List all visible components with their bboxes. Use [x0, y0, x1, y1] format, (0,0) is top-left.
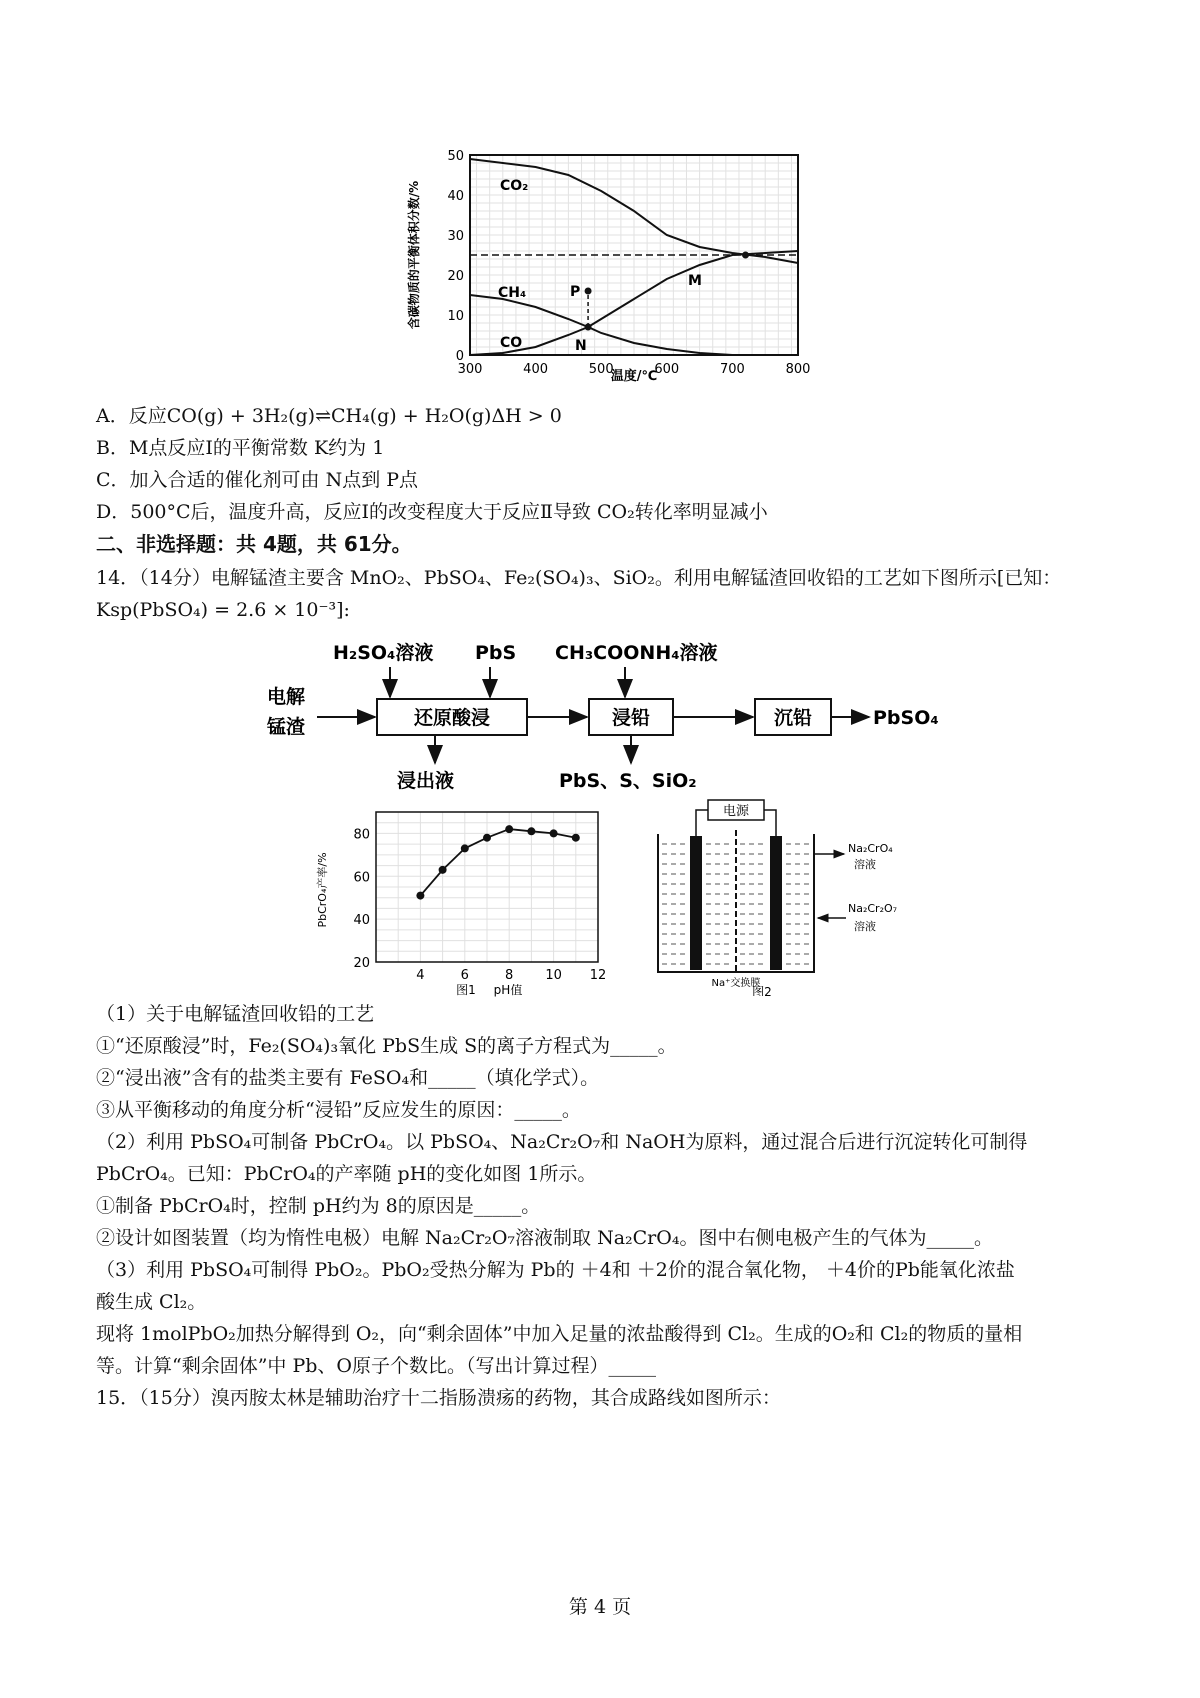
fig2-caption: 图2 — [752, 985, 772, 996]
step-label-lead-precip: 沉铅 — [773, 707, 813, 729]
q14-part3-4: 等。计算“剩余固体”中 Pb、O原子个数比。（写出计算过程）_____ — [96, 1355, 656, 1377]
right-electrode — [770, 836, 782, 970]
fig1-x-tick: 6 — [460, 968, 469, 983]
point-label-m: M — [688, 273, 702, 289]
point-marker — [585, 324, 592, 331]
step-label-reduction-leach: 还原酸浸 — [413, 707, 491, 729]
fig1-data-point — [416, 892, 424, 900]
membrane-label: Na⁺交换膜 — [711, 978, 761, 989]
equilibrium-chart — [400, 130, 820, 390]
fig1-x-tick: 8 — [505, 968, 514, 983]
point-label-p: P — [570, 284, 581, 300]
y-tick-label: 40 — [447, 189, 464, 204]
input-label-2: 锰渣 — [267, 716, 306, 738]
fig1-caption: 图1 — [456, 983, 476, 997]
series-label-co2: CO₂ — [500, 178, 529, 194]
fig1-data-point — [550, 829, 558, 837]
page-number: 第 4 页 — [568, 1596, 632, 1618]
q14-part1-a: ①“还原酸浸”时，Fe₂(SO₄)₃氧化 PbS生成 S的离子方程式为_____。 — [96, 1035, 677, 1057]
x-tick-label: 700 — [719, 362, 745, 377]
y-tick-label: 20 — [447, 269, 464, 284]
fig1-x-tick: 10 — [545, 968, 562, 983]
option-d: D．500°C后，温度升高，反应Ⅰ的改变程度大于反应Ⅱ导致 CO₂转化率明显减小 — [96, 501, 768, 523]
fig1-yield-chart — [312, 800, 612, 1000]
series-label-ch4: CH₄ — [498, 285, 527, 301]
fig1-y-tick: 40 — [353, 913, 370, 929]
fig1-data-point — [439, 866, 447, 874]
fig1-yield-line — [420, 829, 575, 896]
fig2-electrolysis-cell — [650, 796, 950, 996]
y-tick-label: 50 — [447, 149, 464, 164]
fig1-y-tick: 80 — [353, 827, 370, 843]
fig1-data-point — [461, 844, 469, 852]
option-b: B．M点反应Ⅰ的平衡常数 K约为 1 — [96, 437, 385, 459]
option-a: A．反应CO(g) + 3H₂(g)⇌CH₄(g) + H₂O(g)ΔH > 0 — [96, 405, 562, 427]
reagent-ch3coonh4: CH₃COONH₄溶液 — [555, 642, 718, 664]
x-tick-label: 600 — [654, 362, 680, 377]
q14-part1-title: （1）关于电解锰渣回收铅的工艺 — [96, 1003, 375, 1025]
reagent-pbs: PbS — [475, 642, 517, 664]
x-tick-label: 500 — [588, 362, 614, 377]
point-marker — [742, 252, 749, 259]
q14-intro: 14．（14分）电解锰渣主要含 MnO₂、PbSO₄、Fe₂(SO₄)₃、SiO₂。利用电解锰渣回收铅的工艺如下图所示[已知：Ksp(PbSO₄) = 2.6 × 10⁻³]: — [96, 567, 1062, 621]
fig1-data-point — [483, 834, 491, 842]
fig1-x-tick: 4 — [416, 968, 425, 983]
step-label-lead-leach: 浸铅 — [611, 707, 651, 729]
q14-part2-title-1: （2）利用 PbSO₄可制备 PbCrO₄。以 PbSO₄、Na₂Cr₂O₇和 NaOH为原料，通过混合后进行沉淀转化可制得 — [96, 1131, 1028, 1153]
y-tick-label: 0 — [455, 349, 464, 364]
power-supply-label: 电源 — [722, 804, 750, 819]
point-label-n: N — [575, 338, 587, 354]
inlet-label-solution: 溶液 — [854, 920, 876, 933]
q14-part3-2: 酸生成 Cl₂。 — [96, 1291, 207, 1313]
q14-part1-c: ③从平衡移动的角度分析“浸铅”反应发生的原因：_____。 — [96, 1099, 581, 1121]
left-electrode — [690, 836, 702, 970]
product-label: PbSO₄ — [873, 707, 939, 729]
input-label-1: 电解 — [267, 686, 306, 708]
x-tick-label: 300 — [457, 362, 483, 377]
point-marker — [585, 288, 592, 295]
outlet-label-na2cro4: Na₂CrO₄ — [848, 842, 893, 855]
outlet-label-solution: 溶液 — [854, 858, 876, 871]
q15-intro: 15．（15分）溴丙胺太林是辅助治疗十二指肠溃疡的药物，其合成路线如图所示： — [96, 1387, 781, 1409]
inlet-label-na2cr2o7: Na₂Cr₂O₇ — [848, 902, 898, 915]
x-tick-label: 800 — [785, 362, 811, 377]
y-tick-label: 30 — [447, 229, 464, 244]
fig1-data-point — [527, 827, 535, 835]
q14-part3-1: （3）利用 PbSO₄可制得 PbO₂。PbO₂受热分解为 Pb的 ＋4和 ＋2价的混合氧化物， ＋4价的Pb能氧化浓盐 — [96, 1259, 1015, 1281]
reagent-h2so4: H₂SO₄溶液 — [333, 642, 434, 664]
fig1-ylabel: PbCrO₄产率/% — [316, 852, 329, 928]
output-leachate: 浸出液 — [397, 770, 455, 792]
section-heading: 二、非选择题：共 4题，共 61分。 — [96, 532, 412, 556]
fig1-y-tick: 60 — [353, 870, 370, 886]
q14-part3-3: 现将 1molPbO₂加热分解得到 O₂，向“剩余固体”中加入足量的浓盐酸得到 Cl₂。生成的O₂和 Cl₂的物质的量相 — [96, 1323, 1023, 1345]
fig1-data-point — [505, 825, 513, 833]
chart-ylabel: 含碳物质的平衡体积分数/% — [407, 180, 421, 330]
output-residue: PbS、S、SiO₂ — [559, 770, 697, 792]
fig1-xlabel: pH值 — [493, 983, 523, 997]
option-c: C．加入合适的催化剂可由 N点到 P点 — [96, 469, 419, 491]
fig1-x-tick: 12 — [589, 968, 607, 983]
q14-part2-title-2: PbCrO₄。已知：PbCrO₄的产率随 pH的变化如图 1所示。 — [96, 1163, 597, 1185]
q14-part2-a: ①制备 PbCrO₄时，控制 pH约为 8的原因是_____。 — [96, 1195, 541, 1217]
q14-part2-b: ②设计如图装置（均为惰性电极）电解 Na₂Cr₂O₇溶液制取 Na₂CrO₄。图中右侧电极产生的气体为_____。 — [96, 1227, 993, 1249]
fig1-y-tick: 20 — [353, 956, 370, 971]
q14-part1-b: ②“浸出液”含有的盐类主要有 FeSO₄和_____（填化学式）。 — [96, 1067, 600, 1089]
x-tick-label: 400 — [523, 362, 549, 377]
y-tick-label: 10 — [447, 309, 464, 324]
series-label-co: CO — [500, 335, 523, 351]
process-flowchart — [265, 635, 965, 795]
chart-xlabel: 温度/℃ — [610, 369, 658, 384]
fig1-data-point — [572, 834, 580, 842]
